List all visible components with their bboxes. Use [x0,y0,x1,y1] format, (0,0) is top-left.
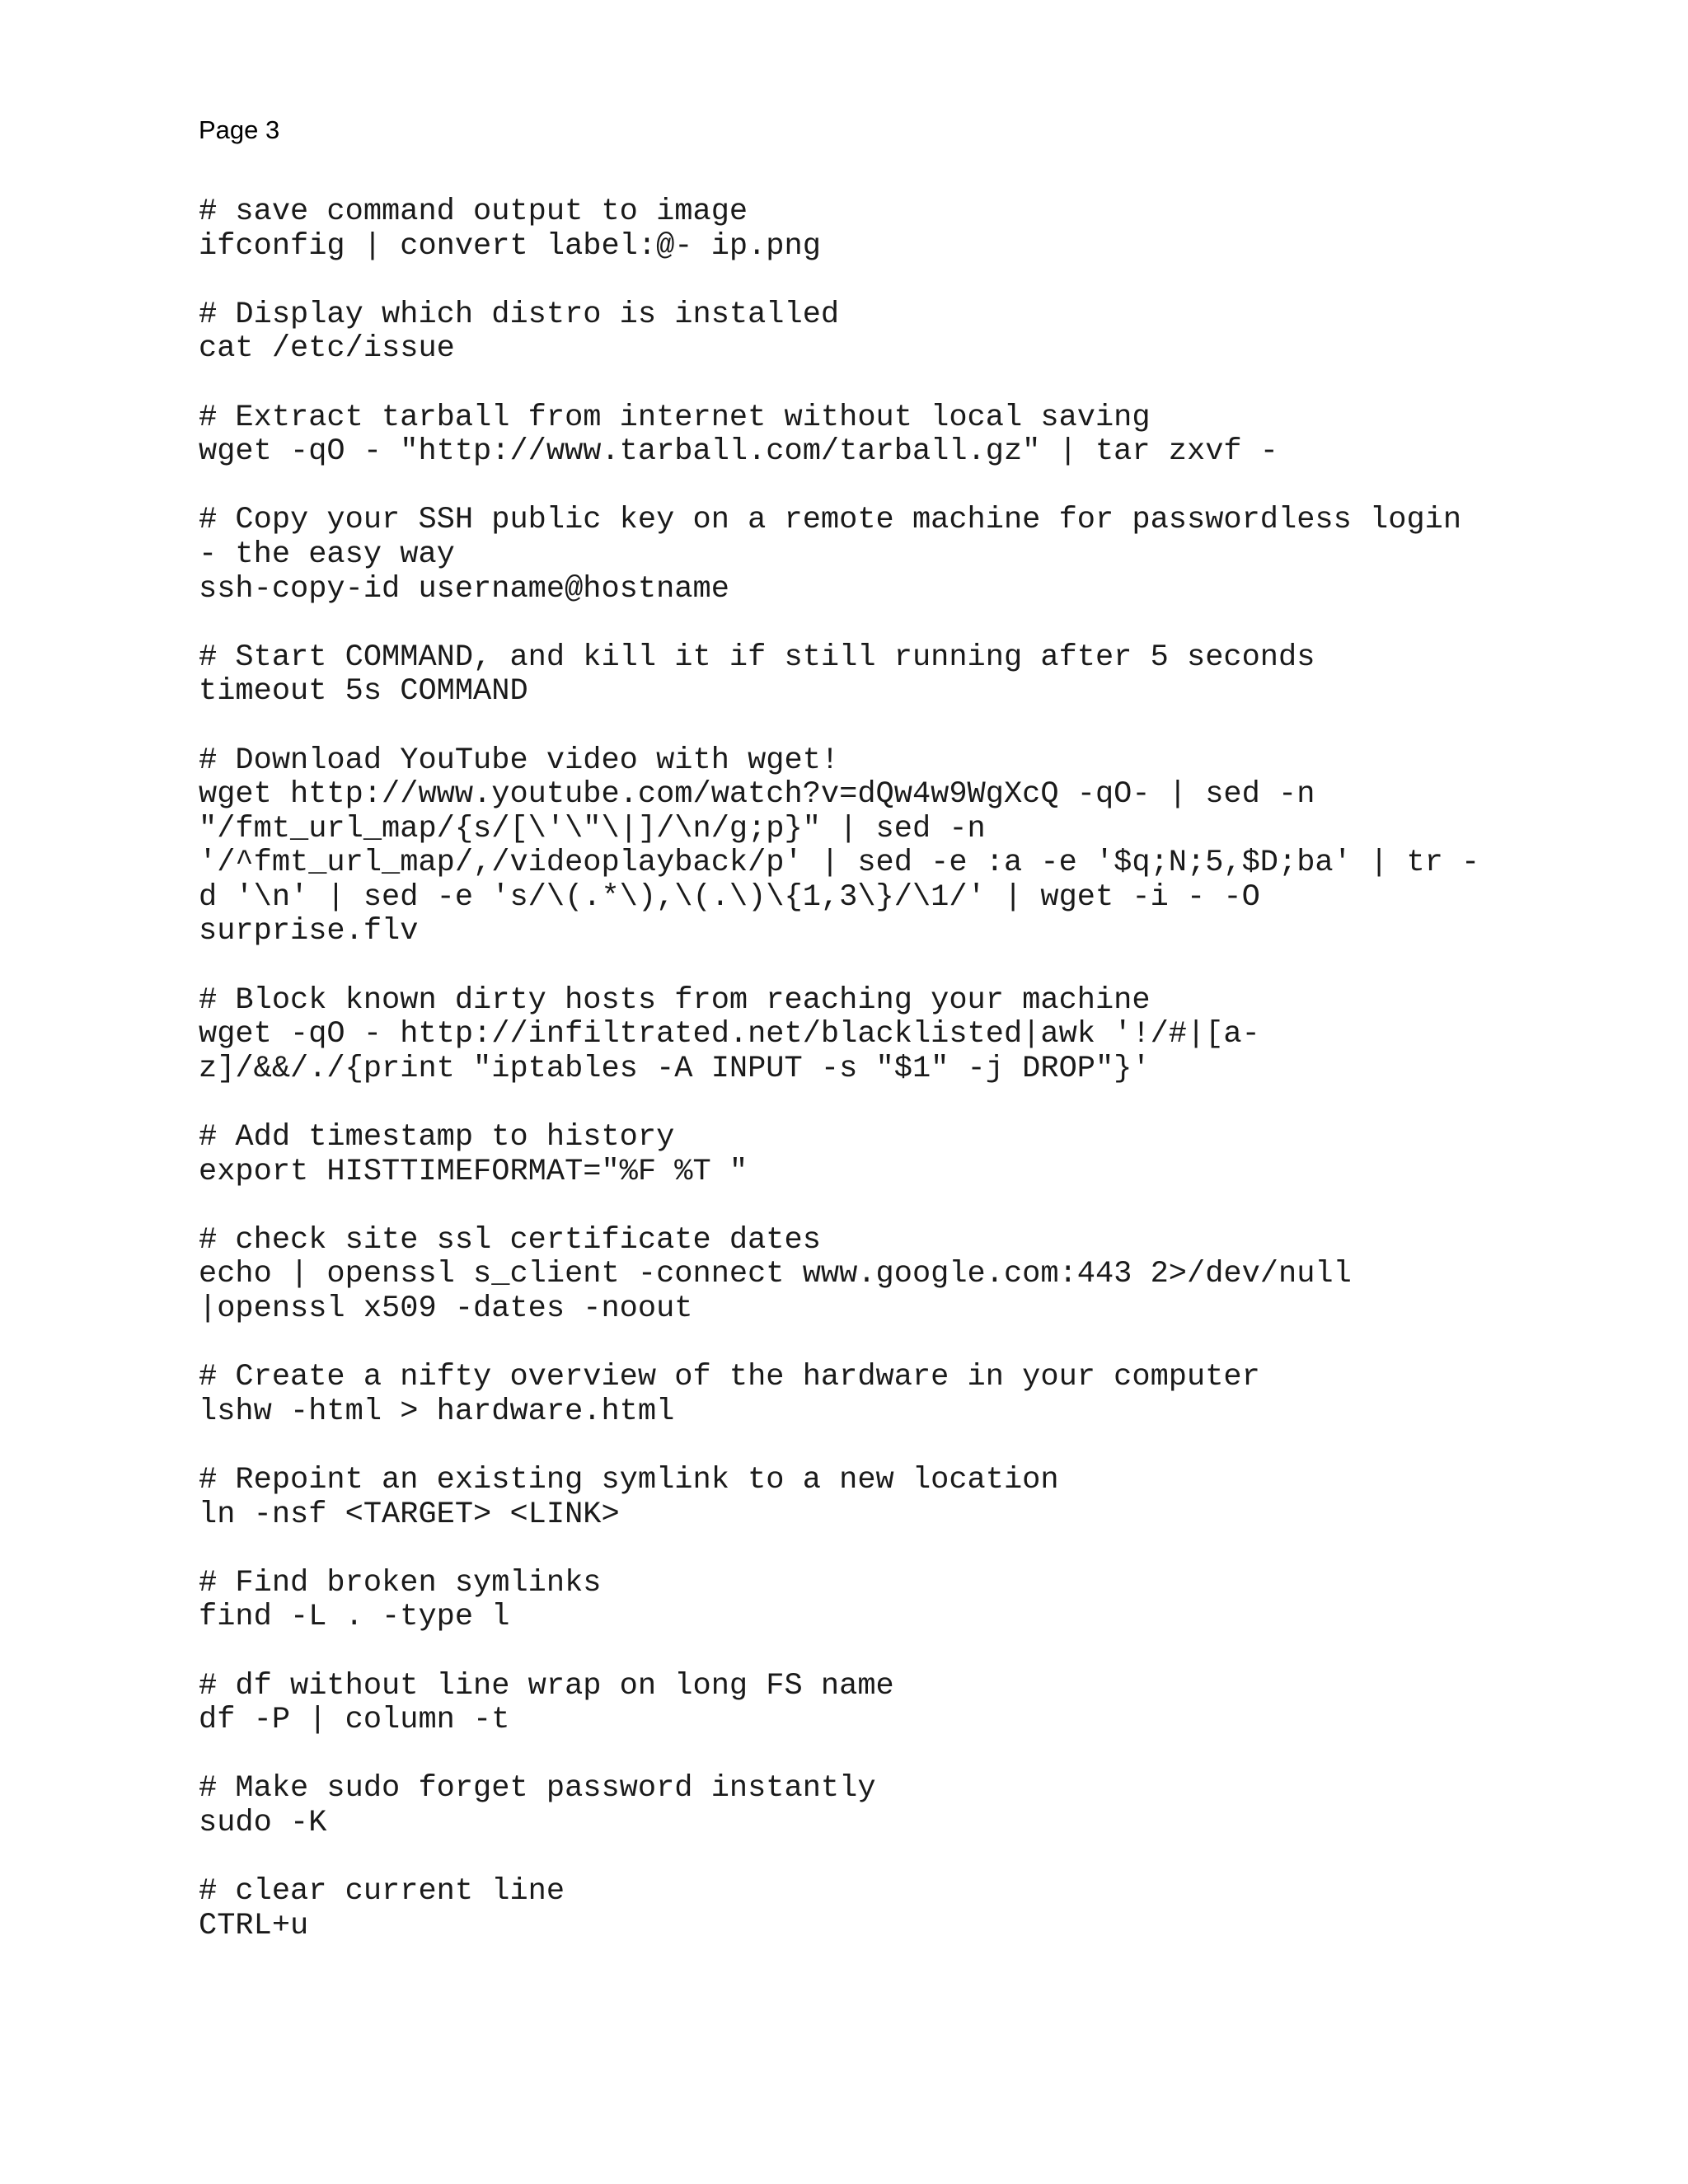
command-line: wget -qO - http://infiltrated.net/blacklisted|awk '!/#|[a- [199,1017,1260,1052]
entry-block-dirty-hosts [199,984,1682,1087]
command-line: "/fmt_url_map/{s/[\'\"\|]/\n/g;p}" | sed -n [199,811,986,846]
comment-line: # Find broken symlinks [199,1565,602,1601]
command-line: echo | openssl s_client -connect www.google.com:443 2>/dev/null [199,1257,1352,1292]
entry-ssl-certificate-dates [199,1224,1682,1327]
entry-find-broken-symlinks [199,1567,1682,1635]
command-line: ssh-copy-id username@hostname [199,571,729,607]
command-line: d '\n' | sed -e 's/\(.*\),\(.\)\{1,3\}/\1/' | wget -i - -O [199,879,1260,915]
command-line: CTRL+u [199,1908,309,1943]
comment-line: # Add timestamp to history [199,1120,675,1155]
comment-line: # Display which distro is installed [199,297,840,332]
command-line: sudo -K [199,1805,327,1840]
command-line: wget http://www.youtube.com/watch?v=dQw4w9WgXcQ -qO- | sed -n [199,777,1315,813]
entry-clear-current-line [199,1875,1682,1943]
comment-line: # save command output to image [199,194,748,229]
page-number-label: Page 3 [199,115,280,144]
comment-line: # Make sudo forget password instantly [199,1771,876,1807]
command-line: timeout 5s COMMAND [199,674,528,710]
comment-line: # Repoint an existing symlink to a new location [199,1462,1059,1497]
command-line: '/^fmt_url_map/,/videoplayback/p' | sed -e :a -e '$q;N;5,$D;ba' | tr - [199,846,1480,881]
command-line: cat /etc/issue [199,331,455,367]
entry-timeout-command [199,641,1682,710]
entry-display-distro [199,298,1682,367]
command-line: z]/&&/./{print "iptables -A INPUT -s "$1" -j DROP"}' [199,1051,1151,1086]
entry-sudo-forget-password [199,1772,1682,1840]
comment-line: # check site ssl certificate dates [199,1222,821,1258]
entry-save-output-to-image [199,195,1682,264]
command-line: find -L . -type l [199,1600,510,1635]
comment-line: # Download YouTube video with wget! [199,743,840,778]
comment-line: # df without line wrap on long FS name [199,1668,894,1704]
command-line: surprise.flv [199,914,419,949]
command-line: wget -qO - "http://www.tarball.com/tarball.gz" | tar zxvf - [199,434,1279,470]
entry-download-youtube [199,744,1682,950]
command-line: df -P | column -t [199,1703,510,1738]
comment-line: # Extract tarball from internet without local saving [199,400,1151,435]
entry-df-no-wrap [199,1670,1682,1738]
comment-line: # Start COMMAND, and kill it if still running after 5 seconds [199,640,1315,675]
command-list [199,195,1682,1978]
entry-extract-tarball [199,401,1682,470]
command-line: |openssl x509 -dates -noout [199,1291,693,1326]
entry-ssh-copy-id [199,504,1682,607]
command-line: ifconfig | convert label:@- ip.png [199,228,821,264]
command-line: ln -nsf <TARGET> <LINK> [199,1497,620,1532]
comment-line-continued: - the easy way [199,537,455,572]
command-line: export HISTTIMEFORMAT="%F %T " [199,1154,748,1189]
comment-line: # Block known dirty hosts from reaching your machine [199,982,1151,1018]
entry-repoint-symlink [199,1464,1682,1532]
entry-history-timestamp [199,1121,1682,1189]
comment-line: # clear current line [199,1874,565,1910]
comment-line: # Create a nifty overview of the hardware in your computer [199,1360,1260,1395]
command-line: lshw -html > hardware.html [199,1394,675,1429]
comment-line: # Copy your SSH public key on a remote machine for passwordless login [199,503,1462,538]
entry-hardware-overview [199,1361,1682,1429]
